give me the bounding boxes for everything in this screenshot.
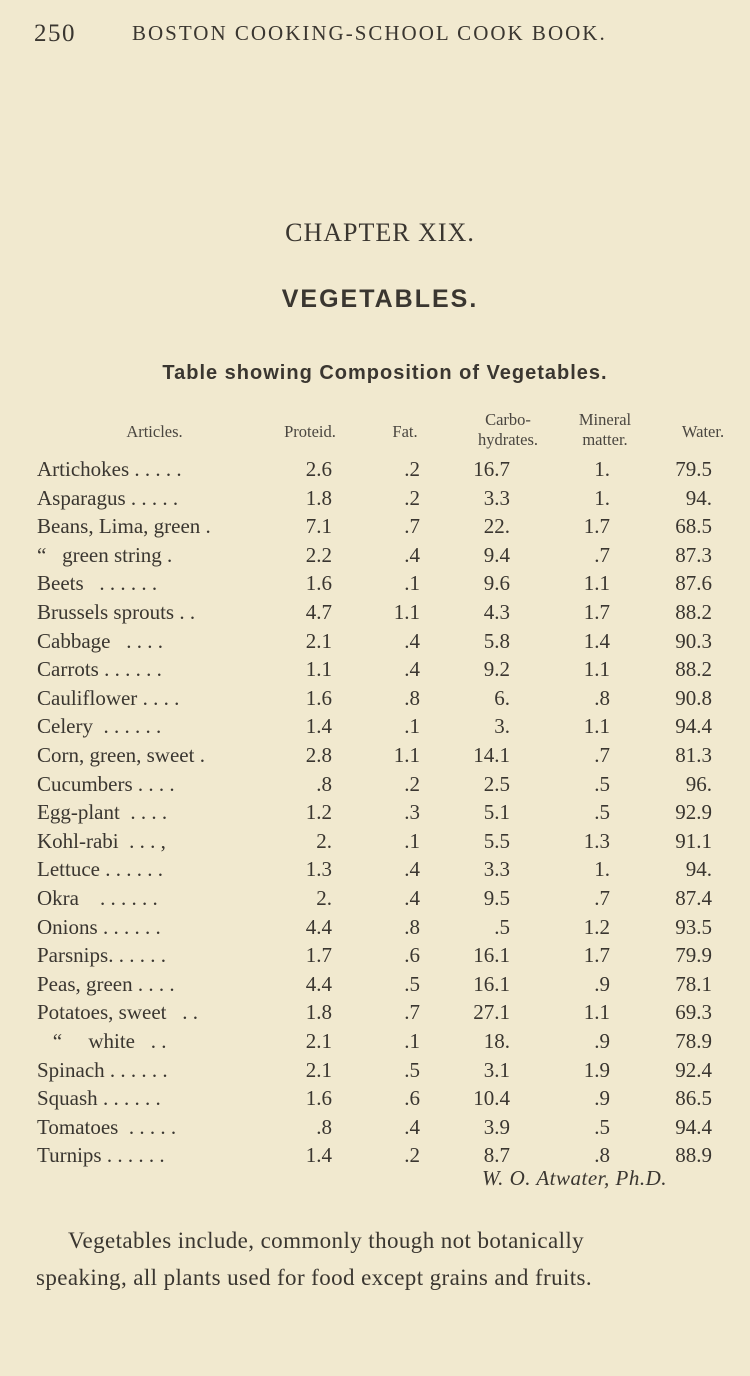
water-value: 91.1 bbox=[675, 828, 712, 853]
table-row bbox=[0, 1086, 750, 1114]
water-value: 94. bbox=[685, 857, 712, 882]
article-cell bbox=[37, 543, 172, 568]
article-name: Asparagus bbox=[37, 485, 126, 510]
article-cell bbox=[37, 743, 205, 768]
water-value: 94.4 bbox=[675, 714, 712, 739]
proteid-value: 1.6 bbox=[305, 685, 332, 710]
article-name: Spinach bbox=[37, 1057, 105, 1082]
proteid-value: 1.7 bbox=[305, 943, 332, 968]
fat-value: .5 bbox=[404, 971, 420, 996]
water-value: 93.5 bbox=[675, 914, 712, 939]
fat-value: .4 bbox=[404, 886, 420, 910]
water-value: 87.4 bbox=[675, 886, 712, 910]
carbohydrates-value: 3.3 bbox=[483, 485, 510, 510]
article-name: Egg-plant bbox=[37, 800, 120, 825]
proteid-value: .8 bbox=[316, 771, 332, 796]
water-value: 86.5 bbox=[675, 1086, 712, 1111]
proteid-value: 4.4 bbox=[305, 971, 332, 996]
table-row bbox=[0, 486, 750, 514]
leader-dots: . . . . bbox=[132, 971, 175, 996]
article-cell bbox=[37, 943, 166, 968]
chapter-heading: CHAPTER XIX. bbox=[285, 218, 475, 247]
header-proteid: Proteid. bbox=[284, 422, 336, 441]
article-cell bbox=[37, 486, 178, 511]
paragraph-line-2: speaking, all plants used for food except grains and fruits. bbox=[36, 1265, 593, 1290]
table-row bbox=[0, 800, 750, 828]
leader-dots: . . . . . . bbox=[97, 1086, 161, 1111]
water-value: 90.8 bbox=[675, 685, 712, 710]
table-row bbox=[0, 629, 750, 657]
body-paragraph bbox=[36, 1222, 746, 1296]
paragraph-line-1: Vegetables include, commonly though not botanically bbox=[68, 1228, 585, 1253]
table-row bbox=[0, 743, 750, 771]
article-name: Onions bbox=[37, 914, 98, 939]
mineral-matter-value: .9 bbox=[594, 1029, 610, 1053]
proteid-value: 1.4 bbox=[305, 1143, 332, 1168]
proteid-value: 2.8 bbox=[305, 743, 332, 767]
article-name: Peas, green bbox=[37, 971, 133, 996]
fat-value: .4 bbox=[404, 1114, 420, 1139]
carbohydrates-value: 27.1 bbox=[473, 1000, 510, 1025]
fat-value: .8 bbox=[404, 914, 420, 939]
fat-value: .6 bbox=[404, 943, 420, 968]
water-value: 88.2 bbox=[675, 600, 712, 624]
table-row bbox=[0, 772, 750, 800]
article-cell bbox=[37, 1115, 176, 1140]
water-value: 81.3 bbox=[675, 743, 712, 767]
water-value: 88.9 bbox=[675, 1143, 712, 1168]
carbohydrates-value: 3. bbox=[494, 714, 510, 739]
leader-dots: . . . . . . bbox=[101, 1143, 165, 1168]
table-row bbox=[0, 571, 750, 599]
carbohydrates-value: 5.5 bbox=[483, 828, 510, 853]
carbohydrates-value: 9.5 bbox=[483, 886, 510, 910]
proteid-value: 2.6 bbox=[305, 457, 332, 481]
water-value: 79.5 bbox=[675, 457, 712, 481]
article-cell bbox=[37, 972, 175, 997]
carbohydrates-value: 6. bbox=[494, 685, 510, 710]
table-row bbox=[0, 886, 750, 914]
table-row bbox=[0, 829, 750, 857]
fat-value: .4 bbox=[404, 657, 420, 682]
table-row bbox=[0, 657, 750, 685]
page-number: 250 bbox=[34, 20, 76, 47]
proteid-value: 2. bbox=[316, 828, 332, 853]
article-name: Beans, Lima, green bbox=[37, 514, 201, 539]
proteid-value: 1.8 bbox=[305, 1000, 332, 1025]
table-credit: W. O. Atwater, Ph.D. bbox=[482, 1166, 668, 1190]
mineral-matter-value: 1.1 bbox=[583, 1000, 610, 1025]
proteid-value: 2. bbox=[316, 886, 332, 910]
mineral-matter-value: .5 bbox=[594, 1114, 610, 1139]
leader-dots: . . . . . bbox=[125, 485, 179, 510]
mineral-matter-value: 1.2 bbox=[583, 914, 610, 939]
article-cell bbox=[37, 1029, 166, 1054]
fat-value: .4 bbox=[404, 628, 420, 653]
carbohydrates-value: 4.3 bbox=[483, 600, 510, 624]
proteid-value: 7.1 bbox=[305, 514, 332, 539]
table-row bbox=[0, 543, 750, 571]
mineral-matter-value: .9 bbox=[594, 971, 610, 996]
water-value: 68.5 bbox=[675, 514, 712, 539]
article-cell bbox=[37, 829, 166, 854]
fat-value: .1 bbox=[404, 1029, 420, 1053]
proteid-value: 2.2 bbox=[305, 542, 332, 567]
article-cell bbox=[37, 571, 157, 596]
mineral-matter-value: .5 bbox=[594, 800, 610, 825]
table-row bbox=[0, 514, 750, 542]
leader-dots: . . . . . . bbox=[78, 886, 158, 910]
proteid-value: 1.1 bbox=[305, 657, 332, 682]
carbohydrates-value: 5.1 bbox=[483, 800, 510, 825]
leader-dots: . . . . . . bbox=[98, 657, 162, 682]
header-carbo-line2: hydrates. bbox=[477, 430, 539, 449]
article-name: Celery bbox=[37, 714, 93, 739]
proteid-value: 1.6 bbox=[305, 571, 332, 596]
article-name: Cauliflower bbox=[37, 685, 138, 710]
proteid-value: 4.7 bbox=[305, 600, 332, 624]
article-cell bbox=[37, 657, 162, 682]
fat-value: .2 bbox=[404, 485, 420, 510]
running-title: BOSTON COOKING-SCHOOL COOK BOOK. bbox=[132, 21, 607, 45]
mineral-matter-value: 1.1 bbox=[583, 714, 610, 739]
table-row bbox=[0, 1000, 750, 1028]
article-cell bbox=[37, 686, 179, 711]
fat-value: .2 bbox=[404, 457, 420, 481]
article-name: Cucumbers bbox=[37, 771, 133, 796]
proteid-value: 1.6 bbox=[305, 1086, 332, 1111]
table-caption: Table showing Composition of Vegetables. bbox=[162, 362, 608, 384]
proteid-value: 1.3 bbox=[305, 857, 332, 882]
mineral-matter-value: .8 bbox=[594, 685, 610, 710]
leader-dots: . . . . . bbox=[129, 457, 182, 481]
carbohydrates-value: 10.4 bbox=[473, 1086, 510, 1111]
proteid-value: .8 bbox=[316, 1114, 332, 1139]
article-cell bbox=[37, 886, 158, 911]
proteid-value: 4.4 bbox=[305, 914, 332, 939]
mineral-matter-value: .8 bbox=[594, 1143, 610, 1168]
leader-dots: . . . . . . bbox=[108, 943, 166, 968]
article-name: Corn, green, sweet bbox=[37, 743, 195, 767]
water-value: 78.9 bbox=[675, 1029, 712, 1053]
table-row bbox=[0, 857, 750, 885]
article-name: “ white bbox=[37, 1029, 135, 1053]
header-carbohydrates bbox=[458, 410, 558, 450]
fat-value: .4 bbox=[404, 857, 420, 882]
water-value: 69.3 bbox=[675, 1000, 712, 1025]
article-name: Squash bbox=[37, 1086, 98, 1111]
mineral-matter-value: 1.4 bbox=[583, 628, 610, 653]
fat-value: 1.1 bbox=[393, 743, 420, 767]
proteid-value: 1.2 bbox=[305, 800, 332, 825]
leader-dots: . . bbox=[166, 1000, 198, 1025]
leader-dots: . . . . bbox=[110, 628, 163, 653]
fat-value: .8 bbox=[404, 685, 420, 710]
water-value: 87.3 bbox=[675, 542, 712, 567]
water-value: 90.3 bbox=[675, 628, 712, 653]
water-value: 94.4 bbox=[675, 1114, 712, 1139]
carbohydrates-value: 3.1 bbox=[483, 1057, 510, 1082]
proteid-value: 1.4 bbox=[305, 714, 332, 739]
table-row bbox=[0, 1029, 750, 1057]
mineral-matter-value: 1.1 bbox=[583, 571, 610, 596]
article-name: Artichokes bbox=[37, 457, 130, 481]
table-row bbox=[0, 686, 750, 714]
water-value: 88.2 bbox=[675, 657, 712, 682]
article-name: Beets bbox=[37, 571, 84, 596]
article-cell bbox=[37, 1000, 198, 1025]
mineral-matter-value: 1. bbox=[594, 485, 610, 510]
leader-dots: . . . . . . bbox=[92, 714, 162, 739]
water-value: 96. bbox=[685, 771, 712, 796]
article-name: Tomatoes bbox=[37, 1114, 119, 1139]
fat-value: .7 bbox=[404, 514, 420, 539]
fat-value: .2 bbox=[404, 771, 420, 796]
fat-value: .6 bbox=[404, 1086, 420, 1111]
water-value: 87.6 bbox=[675, 571, 712, 596]
article-name: Cabbage bbox=[37, 628, 111, 653]
carbohydrates-value: 8.7 bbox=[483, 1143, 510, 1168]
carbohydrates-value: 3.9 bbox=[483, 1114, 510, 1139]
article-name: Potatoes, sweet bbox=[37, 1000, 167, 1025]
article-name: Turnips bbox=[37, 1143, 102, 1168]
carbohydrates-value: 9.2 bbox=[483, 657, 510, 682]
article-name: Carrots bbox=[37, 657, 99, 682]
mineral-matter-value: 1. bbox=[594, 457, 610, 481]
carbohydrates-value: 3.3 bbox=[483, 857, 510, 882]
carbohydrates-value: 16.1 bbox=[473, 943, 510, 968]
mineral-matter-value: .9 bbox=[594, 1086, 610, 1111]
article-cell bbox=[37, 600, 195, 625]
fat-value: .1 bbox=[404, 571, 420, 596]
carbohydrates-value: 16.7 bbox=[473, 457, 510, 481]
proteid-value: 2.1 bbox=[305, 628, 332, 653]
leader-dots: . bbox=[194, 743, 205, 767]
fat-value: .1 bbox=[404, 714, 420, 739]
leader-dots: . . . . bbox=[137, 685, 180, 710]
fat-value: .7 bbox=[404, 1000, 420, 1025]
fat-value: .3 bbox=[404, 800, 420, 825]
leader-dots: . . bbox=[174, 600, 196, 624]
article-name: Kohl-rabi bbox=[37, 828, 119, 853]
mineral-matter-value: 1. bbox=[594, 857, 610, 882]
article-cell bbox=[37, 714, 161, 739]
mineral-matter-value: 1.7 bbox=[583, 600, 610, 624]
leader-dots: . . . . . . bbox=[83, 571, 158, 596]
article-name: Lettuce bbox=[37, 857, 100, 882]
mineral-matter-value: 1.9 bbox=[583, 1057, 610, 1082]
fat-value: .1 bbox=[404, 828, 420, 853]
article-cell bbox=[37, 772, 175, 797]
mineral-matter-value: .7 bbox=[594, 743, 610, 767]
mineral-matter-value: 1.7 bbox=[583, 943, 610, 968]
leader-dots: . . . . . . bbox=[97, 914, 161, 939]
article-name: Brussels sprouts bbox=[37, 600, 175, 624]
leader-dots: . bbox=[161, 542, 173, 567]
header-fat: Fat. bbox=[392, 422, 418, 441]
carbohydrates-value: 22. bbox=[483, 514, 510, 539]
table-row bbox=[0, 1115, 750, 1143]
mineral-matter-value: .7 bbox=[594, 886, 610, 910]
fat-value: .5 bbox=[404, 1057, 420, 1082]
water-value: 92.9 bbox=[675, 800, 712, 825]
article-cell bbox=[37, 800, 167, 825]
fat-value: 1.1 bbox=[393, 600, 420, 624]
header-carbo-line1: Carbo- bbox=[485, 410, 531, 429]
proteid-value: 2.1 bbox=[305, 1057, 332, 1082]
carbohydrates-value: .5 bbox=[494, 914, 510, 939]
water-value: 79.9 bbox=[675, 943, 712, 968]
article-name: Parsnips bbox=[37, 943, 109, 968]
fat-value: .2 bbox=[404, 1143, 420, 1168]
mineral-matter-value: 1.1 bbox=[583, 657, 610, 682]
header-mineral-matter bbox=[560, 410, 650, 450]
mineral-matter-value: .7 bbox=[594, 542, 610, 567]
table-row bbox=[0, 915, 750, 943]
mineral-matter-value: 1.3 bbox=[583, 828, 610, 853]
article-cell bbox=[37, 1143, 165, 1168]
header-articles: Articles. bbox=[126, 422, 183, 441]
leader-dots: . . bbox=[134, 1029, 167, 1053]
article-cell bbox=[37, 629, 163, 654]
article-cell bbox=[37, 857, 163, 882]
carbohydrates-value: 9.4 bbox=[483, 542, 510, 567]
carbohydrates-value: 16.1 bbox=[473, 971, 510, 996]
fat-value: .4 bbox=[404, 542, 420, 567]
table-row bbox=[0, 1058, 750, 1086]
proteid-value: 1.8 bbox=[305, 485, 332, 510]
water-value: 92.4 bbox=[675, 1057, 712, 1082]
mineral-matter-value: .5 bbox=[594, 771, 610, 796]
water-value: 78.1 bbox=[675, 971, 712, 996]
carbohydrates-value: 5.8 bbox=[483, 628, 510, 653]
water-value: 94. bbox=[685, 485, 712, 510]
article-name: Okra bbox=[37, 886, 79, 910]
table-row bbox=[0, 457, 750, 485]
proteid-value: 2.1 bbox=[305, 1029, 332, 1053]
leader-dots: . . . . bbox=[119, 800, 168, 825]
header-water: Water. bbox=[681, 422, 725, 441]
header-mineral-line1: Mineral bbox=[578, 410, 632, 429]
leader-dots: . . . . bbox=[132, 771, 175, 796]
table-row bbox=[0, 943, 750, 971]
carbohydrates-value: 2.5 bbox=[483, 771, 510, 796]
mineral-matter-value: 1.7 bbox=[583, 514, 610, 539]
leader-dots: . . . . . bbox=[118, 1114, 177, 1139]
table-row bbox=[0, 972, 750, 1000]
article-name: “ green string bbox=[37, 542, 162, 567]
table-row bbox=[0, 714, 750, 742]
article-cell bbox=[37, 1058, 168, 1083]
table-row bbox=[0, 600, 750, 628]
leader-dots: . . . . . . bbox=[99, 857, 163, 882]
article-cell bbox=[37, 915, 161, 940]
article-cell bbox=[37, 514, 211, 539]
header-mineral-line2: matter. bbox=[582, 430, 628, 449]
article-cell bbox=[37, 457, 182, 482]
carbohydrates-value: 9.6 bbox=[483, 571, 510, 596]
carbohydrates-value: 18. bbox=[483, 1029, 510, 1053]
carbohydrates-value: 14.1 bbox=[473, 743, 510, 767]
leader-dots: . . . , bbox=[118, 828, 166, 853]
leader-dots: . . . . . . bbox=[104, 1057, 168, 1082]
section-title: VEGETABLES. bbox=[281, 285, 479, 313]
article-cell bbox=[37, 1086, 161, 1111]
leader-dots: . bbox=[200, 514, 211, 539]
